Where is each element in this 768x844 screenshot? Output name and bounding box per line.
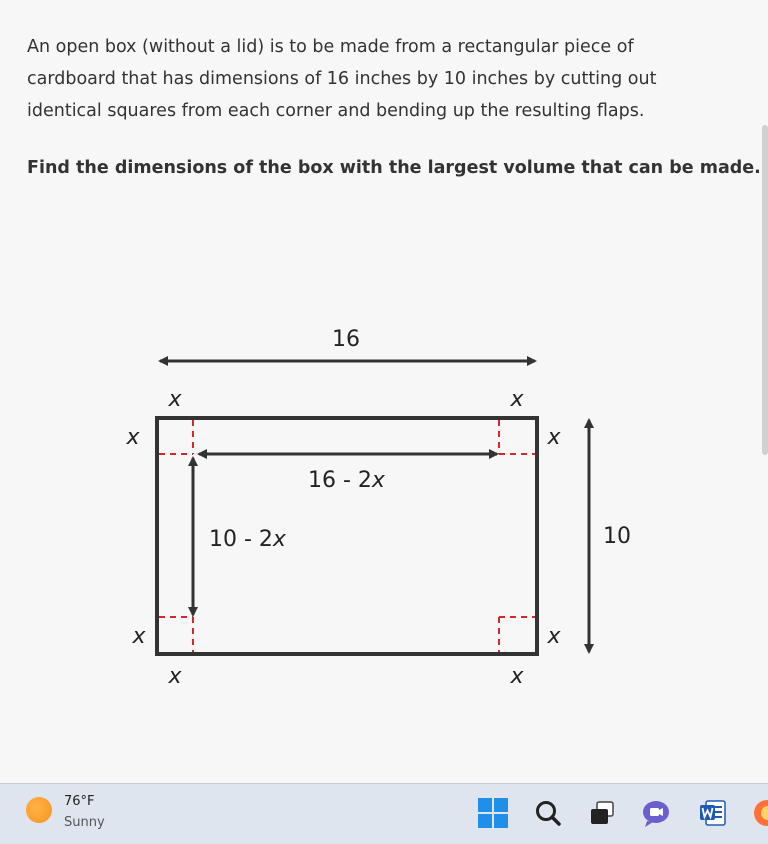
taskbar (0, 783, 768, 844)
teams-chat-icon[interactable] (641, 798, 671, 828)
word-icon[interactable] (698, 798, 728, 828)
x-label-left-top: x (126, 425, 140, 450)
x-label-right-bottom: x (547, 624, 561, 649)
firefox-icon[interactable] (752, 798, 768, 828)
x-label-bottom-left: x (168, 664, 182, 689)
page-scrollbar[interactable] (762, 125, 768, 455)
windows-start-icon[interactable] (478, 798, 508, 828)
width-label: 16 (332, 327, 360, 352)
sun-icon[interactable] (26, 797, 52, 823)
inner-height-label: 10 - 2x (209, 527, 286, 552)
weather-condition[interactable]: Sunny (64, 815, 105, 830)
search-icon[interactable] (533, 798, 563, 828)
weather-temperature[interactable]: 76°F (64, 794, 95, 809)
problem-line-3: identical squares from each corner and bending up the resulting flaps. (27, 101, 645, 121)
x-label-right-top: x (547, 425, 561, 450)
corner-cut-bottom-right (499, 617, 535, 652)
inner-width-label: 16 - 2x (308, 468, 385, 493)
question-prompt: Find the dimensions of the box with the largest volume that can be made. (27, 158, 761, 178)
x-label-left-bottom: x (132, 624, 146, 649)
task-view-icon[interactable] (588, 798, 618, 828)
corner-cut-top-right (499, 420, 535, 454)
height-label: 10 (603, 524, 631, 549)
x-label-top-right: x (510, 387, 524, 412)
x-label-top-left: x (168, 387, 182, 412)
x-label-bottom-right: x (510, 664, 524, 689)
corner-cut-bottom-left (159, 617, 193, 652)
corner-cut-top-left (159, 420, 193, 454)
problem-line-2: cardboard that has dimensions of 16 inches by 10 inches by cutting out (27, 69, 657, 89)
problem-line-1: An open box (without a lid) is to be made from a rectangular piece of (27, 37, 634, 57)
